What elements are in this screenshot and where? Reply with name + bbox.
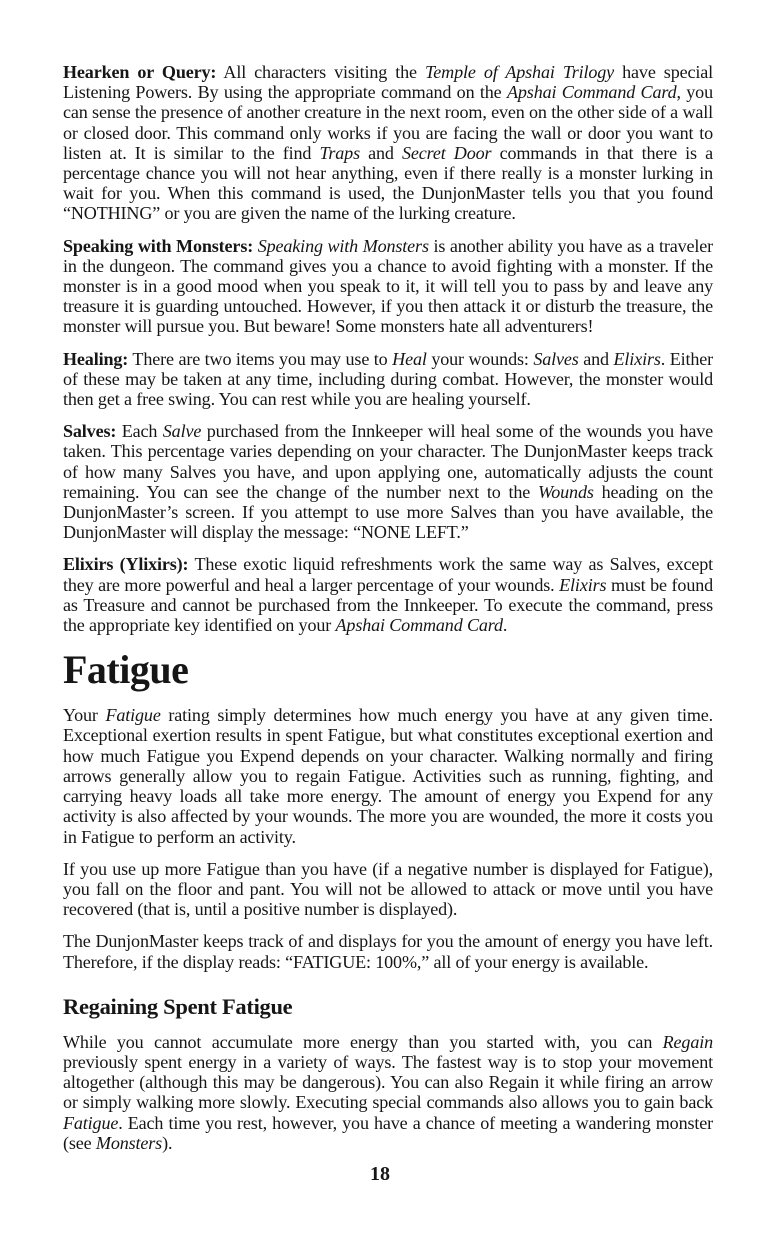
paragraph-text: heading on the DunjonMaster’s screen. If you attempt to use more Salves than you have available, the DunjonMaster will display the message: “NONE LEFT.” [63,481,714,543]
italic-term: Fatigue [63,1112,119,1133]
paragraph [63,62,713,224]
italic-term: Monsters [95,1132,163,1153]
paragraph-text: If you use up more Fatigue than you have (if a negative number is displayed for Fatigue), you fall on the floor and pant. You will not be allowed to attack or move until you have recovered (that is, until a positive number is displayed). [63,858,713,920]
italic-term: Temple of Apshai Trilogy [425,62,615,82]
manual-page [63,62,713,1165]
paragraph [63,421,713,542]
paragraph-text: . Each time you rest, however, you have a chance of meeting a wandering monster (see [63,1112,713,1153]
italic-term: Salve [162,421,202,442]
paragraph-text: While you cannot accumulate more energy than you started with, you can [63,1031,663,1052]
paragraph-text: There are two items you may use to [128,348,393,369]
italic-term: Salves [533,348,579,369]
paragraph [63,554,713,635]
paragraphs-top [63,62,713,635]
italic-term: Wounds [538,481,594,502]
section-heading-fatigue: Fatigue [63,647,189,693]
italic-term: Apshai Command Card [335,615,503,636]
paragraphs-fatigue [63,705,713,971]
paragraph-text: rating simply determines how much energy you have at any given time. Exceptional exertion results in spent Fatigue, but what constitutes exceptional exertion and how much Fatigue you Expend depends on your character. Walking normally and firing arrows generally allow you to regain Fatigue. Activities such as running, fighting, and carrying heavy loads all take more energy. The amount of energy you Expend for any activity is also affected by your wounds. The more you are wounded, the more it costs you in Fatigue to perform an activity. [63,705,713,847]
paragraph-text: Each [116,421,163,442]
paragraph [63,236,713,337]
paragraph-lead-term: Hearken or Query: [63,62,217,82]
paragraph-text: . [502,615,508,636]
italic-term: Speaking with Monsters [257,235,429,256]
paragraph-text: All characters visiting the [216,62,426,82]
paragraph [63,1032,713,1153]
sub-heading-regaining-spent-fatigue: Regaining Spent Fatigue [63,993,293,1019]
paragraph-text: and [359,142,402,163]
paragraph-text: ). [162,1132,173,1153]
paragraph-lead-term: Speaking with Monsters: [63,235,254,256]
paragraph-text: commands in that there is a percentage chance you will not hear anything, even if there really is a monster lurking in wait for you. When this command is used, the DunjonMaster tells you that you found “NOTHING” or you are given the name of the lurking creature. [63,142,713,224]
paragraph-text: is another ability you have as a traveler in the dungeon. The command gives you a chance to avoid fighting with a monster. If the monster is in a good mood when you speak to it, it will tell you to pass by and leave any treasure it is guarding untouched. However, if you then attack it or disturb the treasure, the monster will pursue you. But beware! Some monsters hate all adventurers! [63,235,713,337]
italic-term: Fatigue [105,705,161,726]
italic-term: Regain [662,1031,713,1052]
paragraph-text: previously spent energy in a variety of ways. The fastest way is to stop your movement altogether (although this may be dangerous). You can also Regain it while firing an arrow or simply walking more slowly. Executing special commands also allows you to gain back [63,1051,713,1113]
paragraph-text: . Either of these may be taken at any time, including during combat. However, the monster would then get a free swing. You can rest while you are healing yourself. [63,348,714,410]
paragraph [63,349,713,410]
paragraphs-regain [63,1032,713,1153]
italic-term: Traps [319,142,360,163]
paragraph-text: The DunjonMaster keeps track of and displays for you the amount of energy you have left. Therefore, if the display reads: “FATIGUE: 100%,” all of your energy is available. [63,931,713,972]
paragraph-text: , you can sense the presence of another creature in the next room, even on the other side of a wall or closed door. This command only works if you are facing the wall or door you want to listen at. It is similar to the find [63,82,713,163]
italic-term: Elixirs [559,574,607,595]
paragraph [63,859,713,920]
paragraph [63,705,713,846]
paragraph-text: have special Listening Powers. By using the appropriate command on the [63,62,713,103]
paragraph-text: your wounds: [426,348,534,369]
paragraph [63,931,713,971]
paragraph-text: These exotic liquid refreshments work the same way as Salves, except they are more powerful and heal a larger percentage of your wounds. [63,554,714,595]
italic-term: Elixirs [613,348,661,369]
paragraph-text: must be found as Treasure and cannot be purchased from the Innkeeper. To execute the command, press the appropriate key identified on your [63,574,714,636]
paragraph-text: and [578,348,614,369]
paragraph-text: purchased from the Innkeeper will heal some of the wounds you have taken. This percentage varies depending on your character. The DunjonMaster keeps track of how many Salves you have, and upon applying one, automatically adjusts the count remaining. You can see the change of the number next to the [63,421,714,502]
paragraph-text: Your [63,705,106,726]
italic-term: Heal [392,348,427,369]
italic-term: Secret Door [402,142,492,163]
paragraph-lead-term: Elixirs (Ylixirs): [63,554,189,575]
paragraph-lead-term: Salves: [63,421,117,442]
page-number: 18 [370,1163,390,1185]
paragraph-lead-term: Healing: [63,348,129,369]
italic-term: Apshai Command Card [507,82,677,103]
